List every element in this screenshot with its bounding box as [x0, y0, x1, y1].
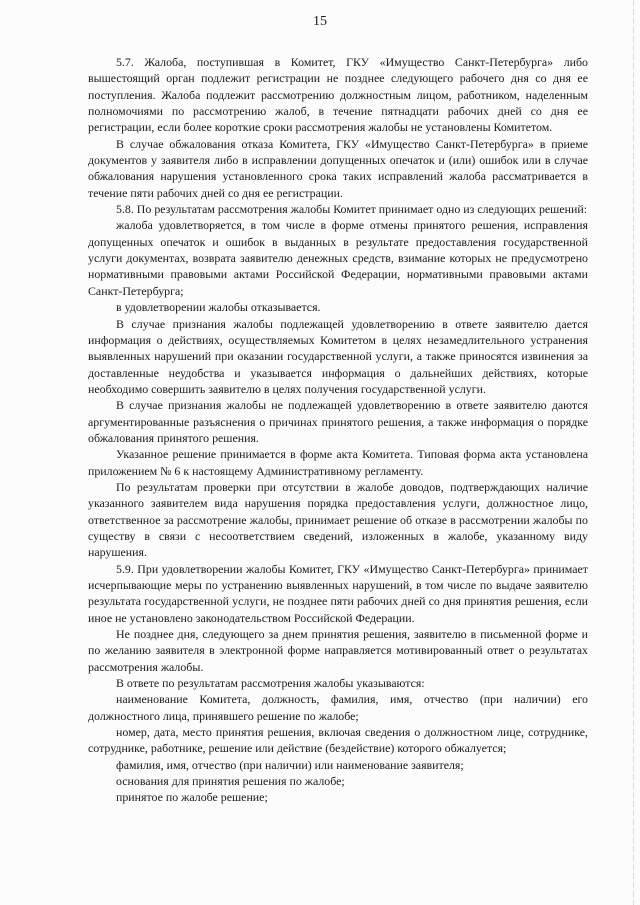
paragraph-satisfaction-info: В случае признания жалобы подлежащей удовлетворению в ответе заявителю дается информация о действиях, осуществляемых Комитетом в целях незамедлительного устранения выявленных нарушений при оказании государственной услуги, а также приносятся извинения за доставленные неудобства и указывается информация о дальнейших действиях, которые необходимо совершить заявителю в целях получения государственной услуги.: [88, 316, 588, 396]
paragraph-5-9: 5.9. При удовлетворении жалобы Комитет, ГКУ «Имущество Санкт-Петербурга» принимает исчерпывающие меры по устранению выявленных нарушений, в том числе по выдаче заявителю результата государственной услуги, не позднее пяти рабочих дней со дня принятия решения, если иное не установлено законодательством Российской Федерации.: [88, 561, 588, 625]
paragraph-rejection-info: В случае признания жалобы не подлежащей удовлетворению в ответе заявителю даются аргументированные разъяснения о причинах принятого решения, а также информация о порядке обжалования принятого решения.: [88, 398, 588, 445]
list-item-committee-name: наименование Комитета, должность, фамилия, имя, отчество (при наличии) его должностного лица, принявшего решение по жалобе;: [88, 692, 588, 723]
paragraph-response-contents: В ответе по результатам рассмотрения жалобы указываются:: [116, 676, 425, 691]
list-item-applicant-name: фамилия, имя, отчество (при наличии) или наименование заявителя;: [116, 757, 464, 772]
list-item-decision-grounds: основания для принятия решения по жалобе;: [116, 774, 345, 789]
paragraph-5-8: 5.8. По результатам рассмотрения жалобы Комитет принимает одно из следующих решений:: [116, 202, 588, 217]
paragraph-decision-form: Указанное решение принимается в форме акта Комитета. Типовая форма акта установлена приложением № 6 к настоящему Административному регламенту.: [88, 447, 588, 478]
page-edge-shadow: [633, 0, 634, 905]
paragraph-5-7: 5.7. Жалоба, поступившая в Комитет, ГКУ «Имущество Санкт-Петербурга» либо вышестоящий орган подлежит регистрации не позднее следующего рабочего дня со дня ее поступления. Жалоба подлежит рассмотрению должностным лицом, работником, наделенным полномочиями по рассмотрению жалоб, в течение пятнадцати рабочих дней со дня ее регистрации, если более короткие сроки рассмотрения жалобы не установлены Комитетом.: [88, 55, 588, 135]
paragraph-reasoned-response: Не позднее дня, следующего за днем принятия решения, заявителю в письменной форме и по желанию заявителя в электронной форме направляется мотивированный ответ о результатах рассмотрения жалобы.: [88, 627, 588, 674]
page-number: 15: [313, 14, 327, 29]
list-item-decision-taken: принятое по жалобе решение;: [116, 790, 268, 805]
document-body: [88, 54, 588, 806]
paragraph-complaint-rejected: в удовлетворении жалобы отказывается.: [116, 300, 321, 315]
paragraph-verification-results: По результатам проверки при отсутствии в жалобе доводов, подтверждающих наличие указанного заявителем вида нарушения порядка предоставления услуги, должностное лицо, ответственное за рассмотрение жалобы, принимает решение об отказе в рассмотрении жалобы по существу в связи с несоответствием сведений, изложенных в жалобе, указанному виду нарушения.: [88, 479, 588, 560]
list-item-decision-details: номер, дата, место принятия решения, включая сведения о должностном лице, сотруднике, сотруднике, работнике, решение или действие (бездействие) которого обжалуется;: [88, 725, 588, 756]
paragraph-complaint-satisfied: жалоба удовлетворяется, в том числе в форме отмены принятого решения, исправления допущенных опечаток и ошибок в выданных в результате предоставления государственной услуги документах, возврата заявителю денежных средств, взимание которых не предусмотрено нормативными правовыми актами Российской Федерации, нормативными правовыми актами Санкт-Петербурга;: [88, 218, 588, 298]
paragraph-appeal-refusal: В случае обжалования отказа Комитета, ГКУ «Имущество Санкт-Петербурга» в приеме документов у заявителя либо в исправлении допущенных опечаток и (или) ошибок или в случае обжалования нарушения установленного срока таких исправлений жалоба рассматривается в течение пяти рабочих дней со дня ее регистрации.: [88, 136, 588, 200]
